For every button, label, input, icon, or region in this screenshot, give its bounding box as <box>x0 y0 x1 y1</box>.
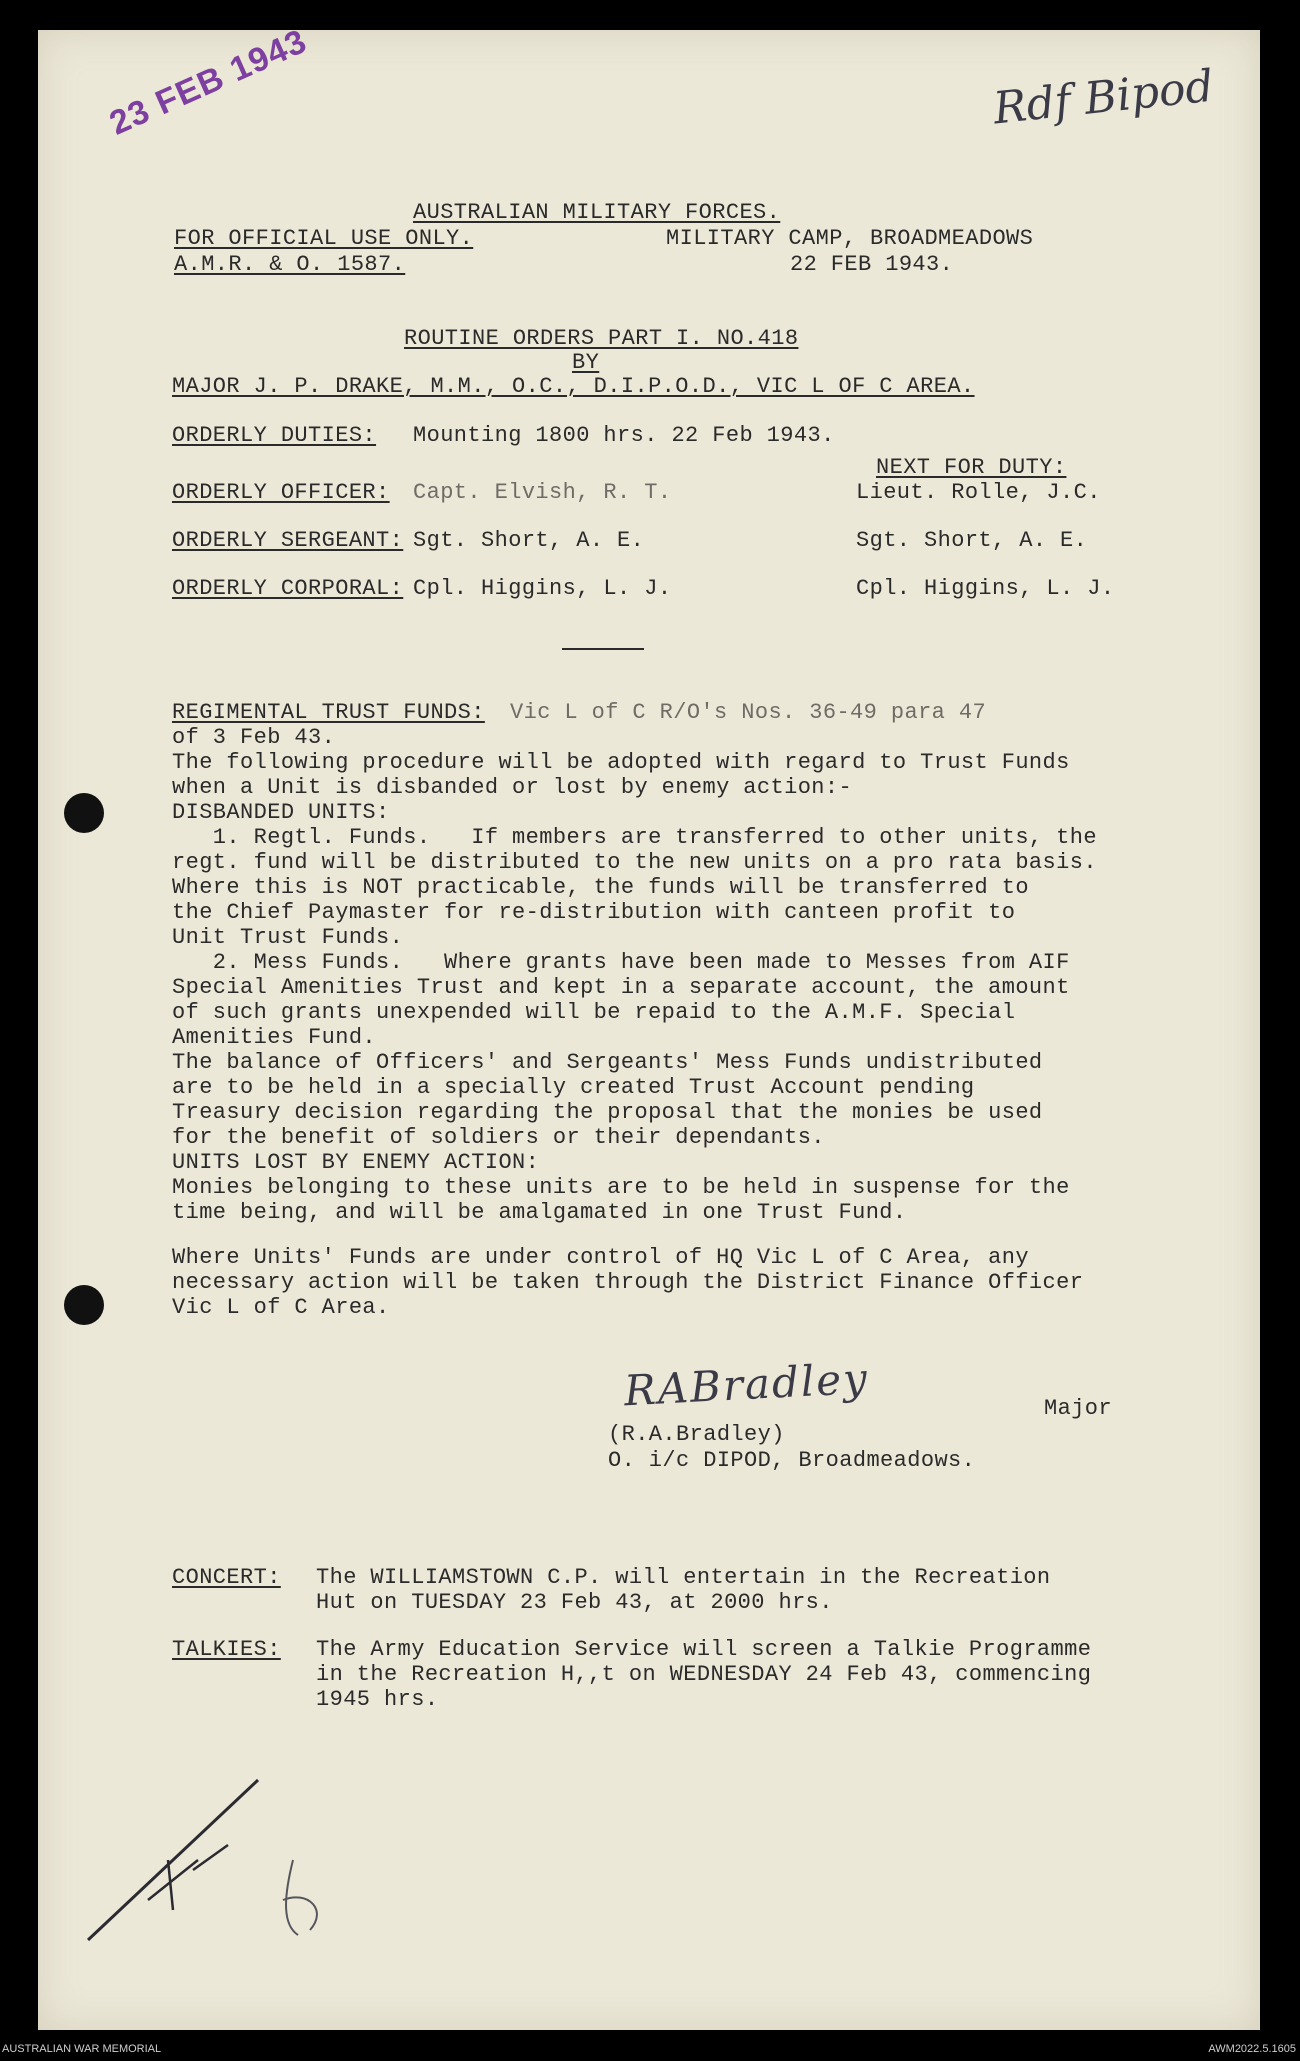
body-line: Treasury decision regarding the proposal that the monies be used <box>172 1100 1043 1125</box>
title-line3: MAJOR J. P. DRAKE, M.M., O.C., D.I.P.O.D., VIC L OF C AREA. <box>172 374 975 399</box>
orderly-sergeant-next: Sgt. Short, A. E. <box>856 528 1088 553</box>
talkies-line1: The Army Education Service will screen a Talkie Programme <box>316 1637 1092 1662</box>
next-for-duty-label: NEXT FOR DUTY: <box>876 455 1067 480</box>
orderly-corporal-label: ORDERLY CORPORAL: <box>172 576 404 601</box>
body-line: of such grants unexpended will be repaid to the A.M.F. Special <box>172 1000 1016 1025</box>
body-line: necessary action will be taken through the District Finance Officer <box>172 1270 1084 1295</box>
orderly-sergeant-current: Sgt. Short, A. E. <box>413 528 645 553</box>
body-line: are to be held in a specially created Trust Account pending <box>172 1075 975 1100</box>
duties-label: ORDERLY DUTIES: <box>172 423 377 448</box>
body-line: Where Units' Funds are under control of HQ Vic L of C Area, any <box>172 1245 1029 1270</box>
header-org: AUSTRALIAN MILITARY FORCES. <box>413 200 781 225</box>
body-line: 1. Regtl. Funds. If members are transferred to other units, the <box>172 825 1097 850</box>
signature-name: (R.A.Bradley) <box>608 1422 785 1447</box>
orderly-sergeant-label: ORDERLY SERGEANT: <box>172 528 404 553</box>
body-line: time being, and will be amalgamated in one Trust Fund. <box>172 1200 907 1225</box>
body-line: Monies belonging to these units are to be held in suspense for the <box>172 1175 1070 1200</box>
signature-rank: Major <box>1044 1396 1113 1421</box>
body-line: The balance of Officers' and Sergeants' Mess Funds undistributed <box>172 1050 1043 1075</box>
body-line: Vic L of C Area. <box>172 1295 390 1320</box>
body-line: UNITS LOST BY ENEMY ACTION: <box>172 1150 540 1175</box>
trust-funds-ref: Vic L of C R/O's Nos. 36-49 para 47 <box>510 700 987 725</box>
signature-scrawl: RABradley <box>622 1353 870 1416</box>
body-line: of 3 Feb 43. <box>172 725 336 750</box>
date-stamp: 23 FEB 1943 <box>104 22 313 143</box>
header-location: MILITARY CAMP, BROADMEADOWS <box>666 226 1034 251</box>
talkies-label: TALKIES: <box>172 1637 281 1662</box>
signature-title: O. i/c DIPOD, Broadmeadows. <box>608 1448 976 1473</box>
duties-value: Mounting 1800 hrs. 22 Feb 1943. <box>413 423 835 448</box>
title-line1: ROUTINE ORDERS PART I. NO.418 <box>404 326 799 351</box>
orderly-officer-current: Capt. Elvish, R. T. <box>413 480 672 505</box>
body-line: Special Amenities Trust and kept in a separate account, the amount <box>172 975 1070 1000</box>
footer-credit: AUSTRALIAN WAR MEMORIAL <box>2 2043 162 2055</box>
title-line2: BY <box>572 350 600 375</box>
concert-line1: The WILLIAMSTOWN C.P. will entertain in the Recreation <box>316 1565 1051 1590</box>
initials-left <box>138 1830 140 1831</box>
header-official: FOR OFFICIAL USE ONLY. <box>174 226 474 251</box>
body-line: regt. fund will be distributed to the new units on a pro rata basis. <box>172 850 1097 875</box>
body-line: for the benefit of soldiers or their dependants. <box>172 1125 825 1150</box>
section-divider <box>562 648 644 650</box>
body-line: Where this is NOT practicable, the funds will be transferred to <box>172 875 1029 900</box>
body-line: the Chief Paymaster for re-distribution with canteen profit to <box>172 900 1016 925</box>
footer-id: AWM2022.5.1605 <box>1208 2043 1296 2055</box>
talkies-line2: in the Recreation H,,t on WEDNESDAY 24 Feb 43, commencing <box>316 1662 1092 1687</box>
header-reference: A.M.R. & O. 1587. <box>174 252 406 277</box>
body-line: The following procedure will be adopted with regard to Trust Funds <box>172 750 1070 775</box>
orderly-officer-label: ORDERLY OFFICER: <box>172 480 390 505</box>
talkies-line3: 1945 hrs. <box>316 1687 439 1712</box>
document-page <box>38 22 1260 2030</box>
body-line: DISBANDED UNITS: <box>172 800 390 825</box>
body-line: when a Unit is disbanded or lost by enemy action:- <box>172 775 853 800</box>
body-line: 2. Mess Funds. Where grants have been made to Messes from AIF <box>172 950 1070 975</box>
header-date: 22 FEB 1943. <box>790 252 954 277</box>
orderly-corporal-current: Cpl. Higgins, L. J. <box>413 576 672 601</box>
concert-line2: Hut on TUESDAY 23 Feb 43, at 2000 hrs. <box>316 1590 833 1615</box>
orderly-officer-next: Lieut. Rolle, J.C. <box>856 480 1101 505</box>
handwritten-note: Rdf Bipod <box>990 60 1216 135</box>
trust-funds-heading: REGIMENTAL TRUST FUNDS: <box>172 700 485 725</box>
concert-label: CONCERT: <box>172 1565 281 1590</box>
initials-scrawl <box>78 1750 338 1950</box>
punch-hole-lower <box>64 1285 104 1325</box>
body-line: Unit Trust Funds. <box>172 925 404 950</box>
initials-right <box>278 1870 279 1871</box>
orderly-corporal-next: Cpl. Higgins, L. J. <box>856 576 1115 601</box>
punch-hole-upper <box>64 793 104 833</box>
body-line: Amenities Fund. <box>172 1025 377 1050</box>
